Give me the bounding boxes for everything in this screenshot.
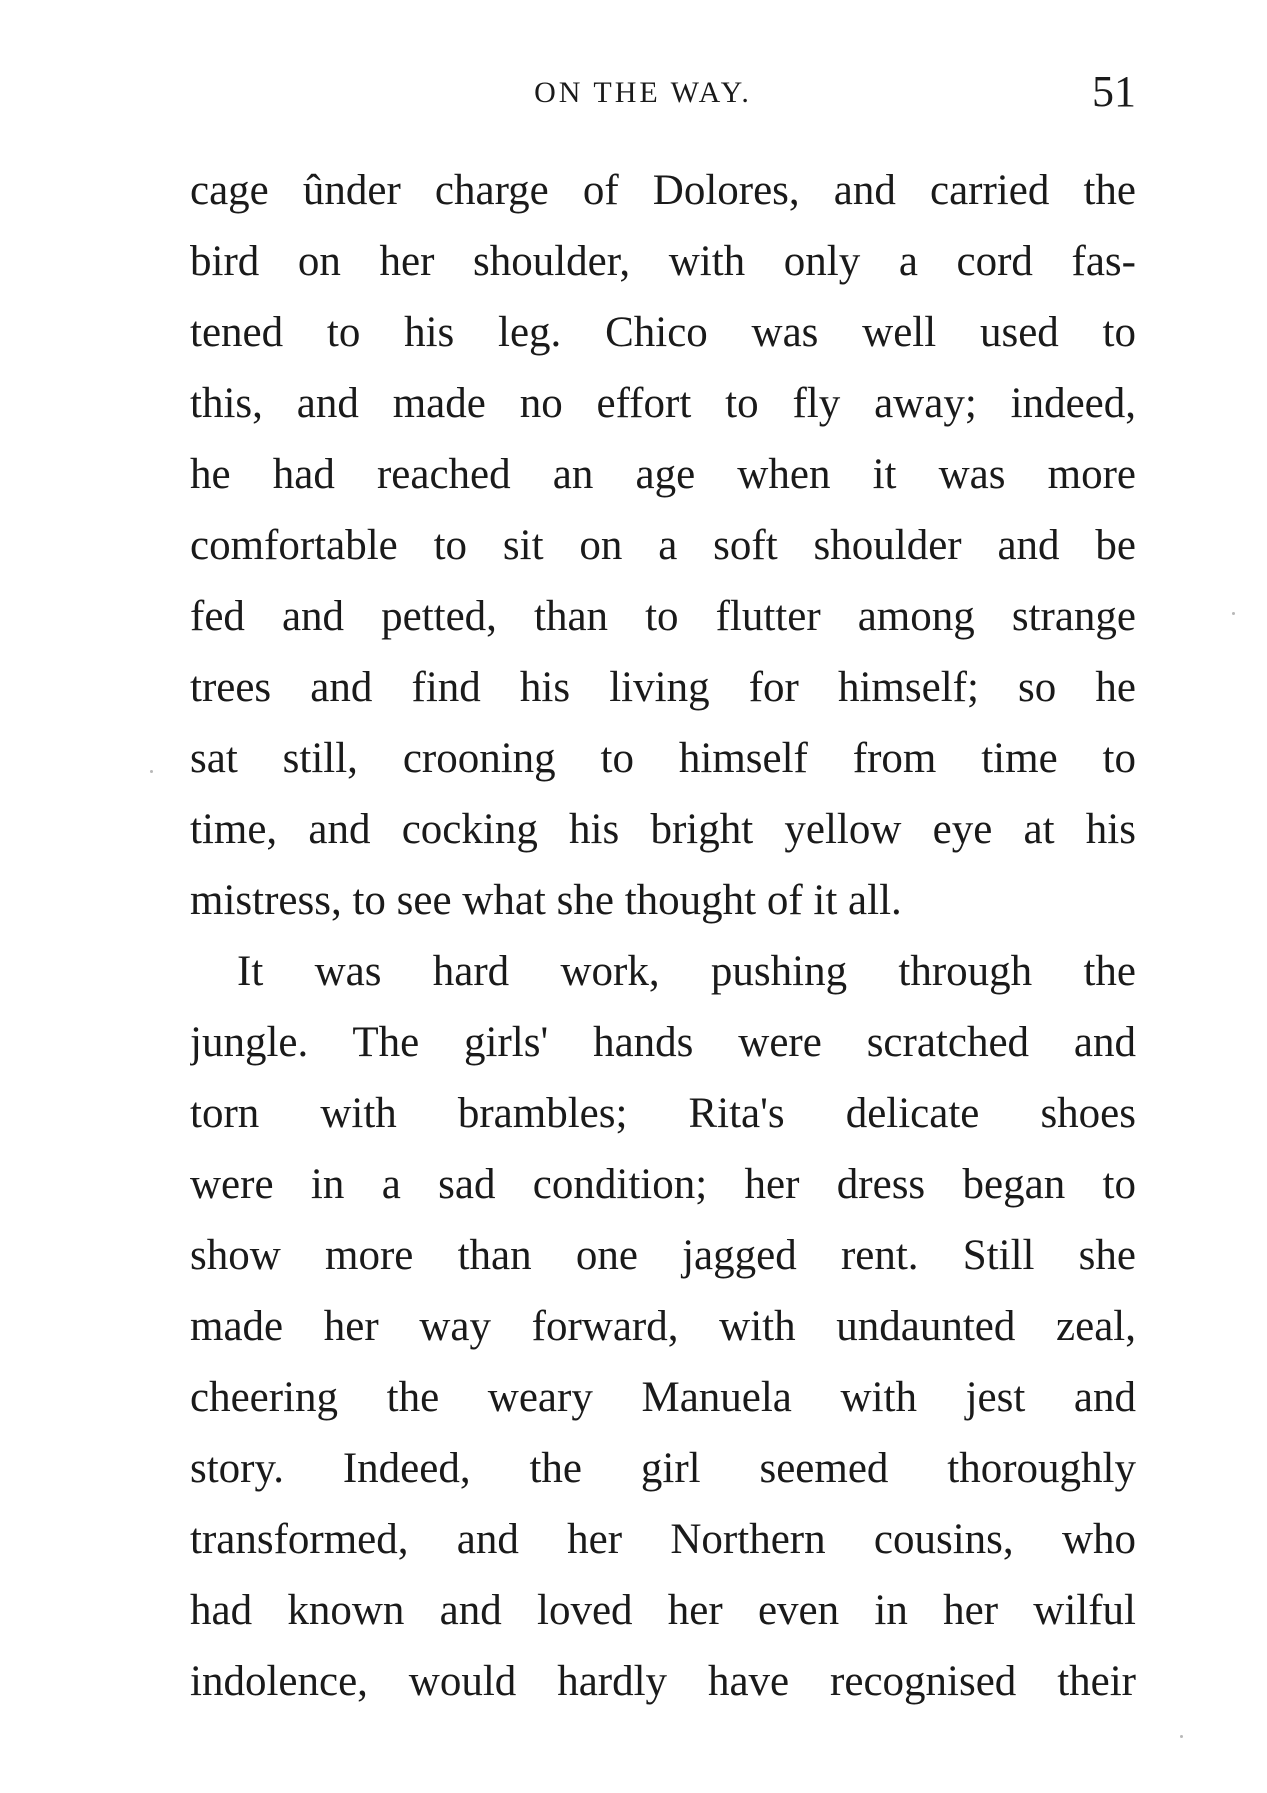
paragraph-2 <box>190 936 1136 1717</box>
text-line: indolence, would hardly have recognised their <box>190 1658 1136 1705</box>
paper-speck <box>1180 1735 1183 1738</box>
text-line: bird on her shoulder, with only a cord fas- <box>190 238 1136 285</box>
paper-speck <box>1232 612 1235 615</box>
text-line: transformed, and her Northern cousins, who <box>190 1516 1136 1563</box>
text-line: comfortable to sit on a soft shoulder and be <box>190 522 1136 569</box>
text-line: mistress, to see what she thought of it all. <box>190 877 902 924</box>
text-line: torn with brambles; Rita's delicate shoes <box>190 1090 1136 1137</box>
running-title: ON THE WAY. <box>534 76 752 109</box>
text-line: fed and petted, than to flutter among strange <box>190 593 1136 640</box>
text-line: It was hard work, pushing through the <box>237 948 1136 995</box>
text-line: had known and loved her even in her wilful <box>190 1587 1136 1634</box>
text-line: story. Indeed, the girl seemed thoroughly <box>190 1445 1136 1492</box>
text-line: this, and made no effort to fly away; indeed, <box>190 380 1136 427</box>
paper-speck <box>150 770 153 773</box>
page-number: 51 <box>1092 67 1136 116</box>
text-line: show more than one jagged rent. Still she <box>190 1232 1136 1279</box>
text-line: tened to his leg. Chico was well used to <box>190 309 1136 356</box>
text-line: cheering the weary Manuela with jest and <box>190 1374 1136 1421</box>
text-line: time, and cocking his bright yellow eye at his <box>190 806 1136 853</box>
text-line: he had reached an age when it was more <box>190 451 1136 498</box>
text-line: trees and find his living for himself; so he <box>190 664 1136 711</box>
text-line: were in a sad condition; her dress began to <box>190 1161 1136 1208</box>
body-text <box>190 155 1136 1717</box>
running-head <box>190 66 1136 126</box>
text-line: sat still, crooning to himself from time to <box>190 735 1136 782</box>
paragraph-1 <box>190 155 1136 936</box>
text-line: made her way forward, with undaunted zeal, <box>190 1303 1136 1350</box>
text-line: jungle. The girls' hands were scratched and <box>190 1019 1136 1066</box>
text-line: cage ûnder charge of Dolores, and carried the <box>190 167 1136 214</box>
